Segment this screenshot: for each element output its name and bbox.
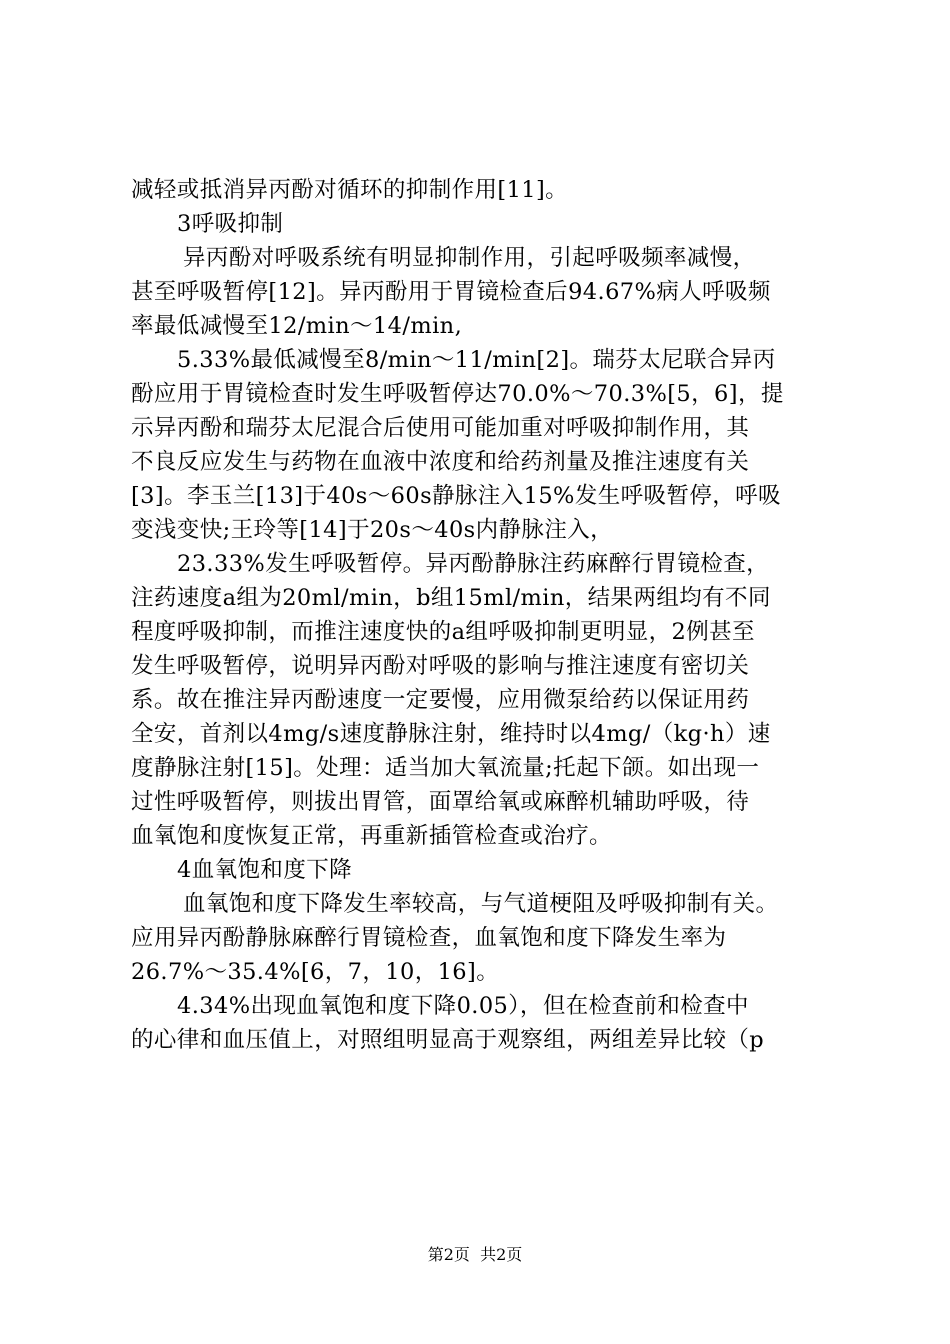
text-line: 不良反应发生与药物在血液中浓度和给药剂量及推注速度有关 <box>131 449 750 475</box>
text-line: 变浅变快;王玲等[14]于20s～40s内静脉注入， <box>131 517 614 543</box>
text-line: 率最低减慢至12/min～14/min, <box>131 313 463 339</box>
text-line: 过性呼吸暂停，则拔出胃管，面罩给氧或麻醉机辅助呼吸，待 <box>131 789 750 815</box>
section-heading: 3呼吸抑制 <box>177 211 284 237</box>
text-line: 甚至呼吸暂停[12]。异丙酚用于胃镜检查后94.67%病人呼吸频 <box>131 279 771 305</box>
text-line: 血氧饱和度恢复正常，再重新插管检查或治疗。 <box>131 823 612 849</box>
text-line: 23.33%发生呼吸暂停。异丙酚静脉注药麻醉行胃镜检查， <box>177 551 769 577</box>
text-line: 4.34%出现血氧饱和度下降0.05），但在检查前和检查中 <box>177 993 749 1019</box>
text-line: 发生呼吸暂停，说明异丙酚对呼吸的影响与推注速度有密切关 <box>131 653 750 679</box>
text-line: 度静脉注射[15]。处理：适当加大氧流量;托起下颌。如出现一 <box>131 755 760 781</box>
page-footer <box>0 1244 950 1266</box>
section-heading: 4血氧饱和度下降 <box>177 857 353 883</box>
page-number-label: 第2页 共2页 <box>427 1245 523 1264</box>
document-body <box>131 173 831 1057</box>
text-line: 注药速度a组为20ml/min，b组15ml/min，结果两组均有不同 <box>131 585 771 611</box>
text-line: 应用异丙酚静脉麻醉行胃镜检查，血氧饱和度下降发生率为 <box>131 925 727 951</box>
text-line: 减轻或抵消异丙酚对循环的抑制作用[11]。 <box>131 177 569 203</box>
text-line: 26.7%～35.4%[6，7，10，16]。 <box>131 959 500 985</box>
text-line: 血氧饱和度下降发生率较高，与气道梗阻及呼吸抑制有关。 <box>183 891 779 917</box>
text-line: 全安，首剂以4mg/s速度静脉注射，维持时以4mg/（kg·h）速 <box>131 721 771 747</box>
text-line: [3]。李玉兰[13]于40s～60s静脉注入15%发生呼吸暂停，呼吸 <box>131 483 781 509</box>
text-line: 示异丙酚和瑞芬太尼混合后使用可能加重对呼吸抑制作用，其 <box>131 415 750 441</box>
text-line: 程度呼吸抑制，而推注速度快的a组呼吸抑制更明显，2例甚至 <box>131 619 755 645</box>
text-line: 系。故在推注异丙酚速度一定要慢，应用微泵给药以保证用药 <box>131 687 750 713</box>
text-line: 酚应用于胃镜检查时发生呼吸暂停达70.0%～70.3%[5，6]，提 <box>131 381 784 407</box>
text-line: 的心律和血压值上，对照组明显高于观察组，两组差异比较（p <box>131 1027 765 1053</box>
text-line: 5.33%最低减慢至8/min～11/min[2]。瑞芬太尼联合异丙 <box>177 347 776 373</box>
text-line: 异丙酚对呼吸系统有明显抑制作用，引起呼吸频率减慢， <box>183 245 756 271</box>
